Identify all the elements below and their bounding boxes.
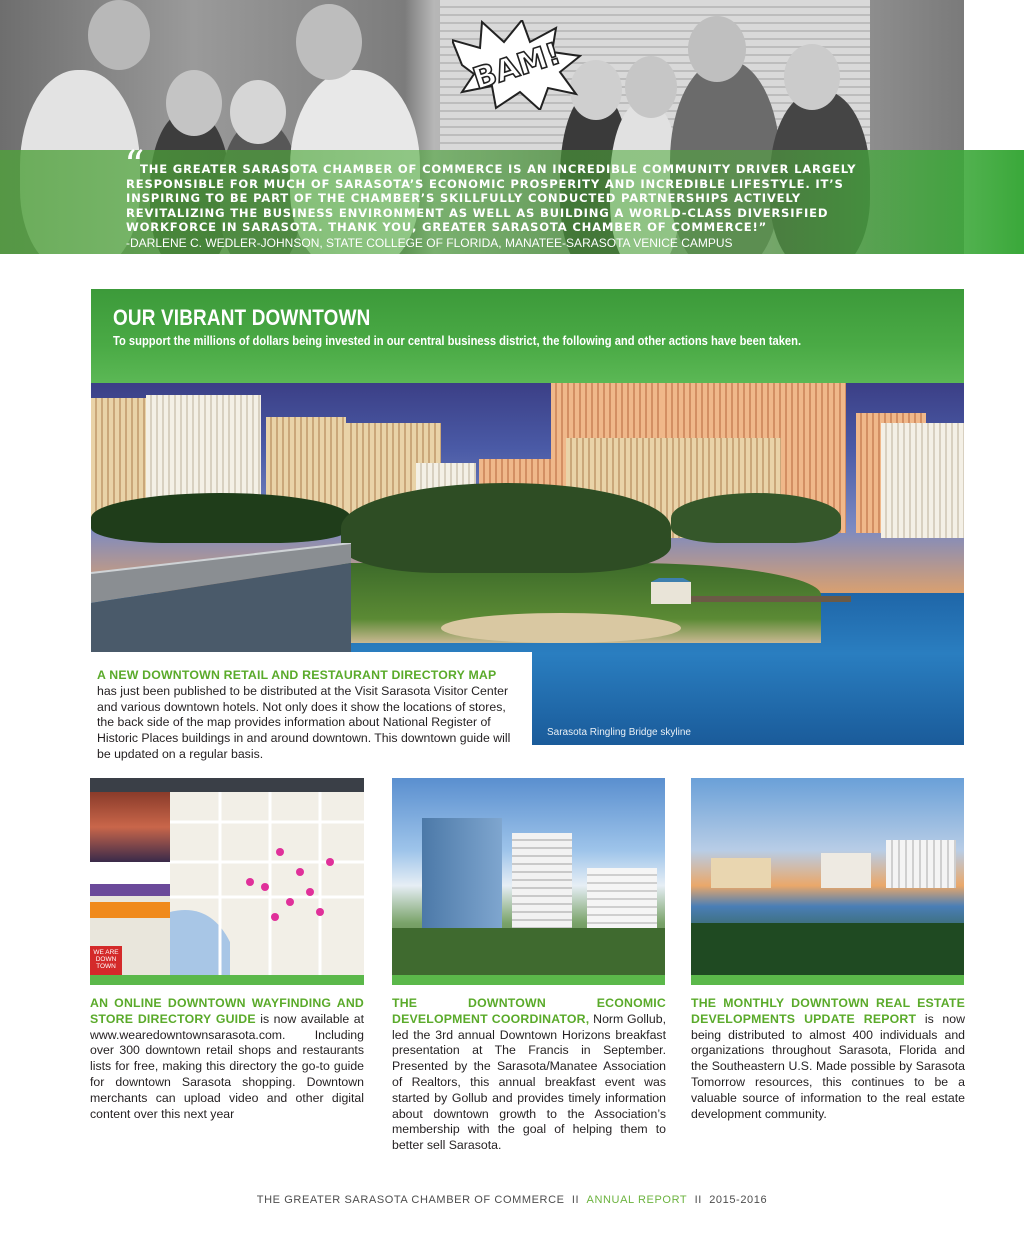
ringling-bridge xyxy=(91,543,351,653)
palm-trees xyxy=(691,923,964,975)
tree-line xyxy=(341,483,671,573)
building xyxy=(881,423,964,538)
person-head xyxy=(296,4,362,80)
quote-open-mark: “ xyxy=(124,143,145,189)
person-head xyxy=(166,70,222,136)
map-toolbar xyxy=(90,778,364,792)
retail-directory-box xyxy=(91,652,532,761)
event-photo xyxy=(90,792,170,862)
tree-line xyxy=(392,928,665,978)
building xyxy=(821,853,871,888)
waterfront-estate-photo xyxy=(691,778,964,985)
footer-separator: II xyxy=(694,1194,702,1206)
we-are-downtown-sign: WE ARE DOWN TOWN xyxy=(90,946,122,976)
person-head xyxy=(688,16,746,82)
green-accent-bar xyxy=(392,975,665,985)
green-accent-bar xyxy=(691,975,964,985)
person-head xyxy=(784,44,840,110)
person-head xyxy=(230,80,286,144)
retail-directory-highlight: A NEW DOWNTOWN RETAIL AND RESTAURANT DIRECTORY MAP xyxy=(97,668,497,682)
map-info-panel xyxy=(90,862,170,884)
section-title: OUR VIBRANT DOWNTOWN xyxy=(113,305,371,330)
street-map xyxy=(170,792,364,975)
economic-coordinator-paragraph xyxy=(392,996,666,1154)
tree-line xyxy=(671,493,841,543)
building xyxy=(886,840,956,888)
footer-org: THE GREATER SARASOTA CHAMBER OF COMMERCE xyxy=(256,1194,565,1206)
glass-tower xyxy=(422,818,502,938)
wayfinding-map-screenshot xyxy=(90,778,364,985)
real-estate-report-body: is now being distributed to almost 400 individuals and organizations throughout Sarasota, Florida and the Southeastern U.S. Made possible by Sarasota Tomorrow resources, this continues to be a valuable source of information to the real estate development community. xyxy=(691,1011,965,1121)
park-plaza xyxy=(441,613,681,643)
real-estate-report-paragraph xyxy=(691,996,965,1122)
retail-directory-body: has just been published to be distributed at the Visit Sarasota Visitor Center and various downtown hotels. Not only does it show the locations of stores, the back side of the map provides information about National Register of Historic Places buildings in and around downtown. This downtown guide will be updated on a regular basis. xyxy=(97,683,511,761)
economic-coordinator-highlight: THE DOWNTOWN ECONOMIC DEVELOPMENT COORDINATOR, xyxy=(392,996,666,1026)
economic-coordinator-body: Norm Gollub, led the 3rd annual Downtown Horizons breakfast presentation at The Francis in September. Presented by the Sarasota/Manatee Association of Realtors, this annual breakfast event was started by Gollub and provides timely information about downtown growth to the Association’s membership with the goal of helping them to better sell Sarasota. xyxy=(392,1011,666,1153)
green-accent-bar xyxy=(90,975,364,985)
wayfinding-guide-body: is now available at www.wearedowntownsarasota.com. Including over 300 downtown retail shops and restaurants lists for free, making this directory the go-to guide for downtown Sarasota shopping. Downtown merchants can upload video and other digital content over this next year xyxy=(90,1011,364,1121)
quote-attribution: -DARLENE C. WEDLER-JOHNSON, STATE COLLEGE OF FLORIDA, MANATEE-SARASOTA VENICE CAMPUS xyxy=(126,236,733,250)
footer-years: 2015-2016 xyxy=(709,1194,768,1206)
wayfinding-guide-highlight: AN ONLINE DOWNTOWN WAYFINDING AND STORE DIRECTORY GUIDE xyxy=(90,996,364,1026)
map-list-item xyxy=(90,884,170,896)
tree-line xyxy=(91,493,351,543)
building xyxy=(711,858,771,888)
pier xyxy=(651,578,851,618)
person-head xyxy=(625,56,677,118)
bam-text: BAM! xyxy=(468,36,565,98)
hero-right-margin xyxy=(964,0,1024,150)
person-head xyxy=(88,0,150,70)
map-list-item xyxy=(90,902,170,918)
white-tower xyxy=(512,833,572,943)
footer-report-title: ANNUAL REPORT xyxy=(586,1194,688,1206)
footer-separator: II xyxy=(571,1194,580,1206)
page-footer xyxy=(0,1194,1024,1206)
downtown-towers-photo xyxy=(392,778,665,985)
bam-comic-sign xyxy=(452,20,582,110)
testimonial-quote: THE GREATER SARASOTA CHAMBER OF COMMERCE IS AN INCREDIBLE COMMUNITY DRIVER LARGELY RESPONSIBLE FOR MUCH OF SARASOTA’S ECONOMIC PROSPERITY AND INCREDIBLE LIFESTYLE. IT’S INSPIRING TO BE PART OF THE CHAMBER’S SKILLFULLY CONDUCTED PARTNERSHIPS ACTIVELY REVITALIZING THE BUSINESS ENVIRONMENT AS WELL AS BUILDING A WORLD-CLASS DIVERSIFIED WORKFORCE IN SARASOTA. THANK YOU, GREATER SARASOTA CHAMBER OF COMMERCE!” xyxy=(126,162,857,235)
downtown-header-band xyxy=(91,289,964,383)
wayfinding-guide-paragraph xyxy=(90,996,364,1122)
photo-caption: Sarasota Ringling Bridge skyline xyxy=(547,727,691,738)
retail-directory-paragraph xyxy=(97,668,513,763)
section-subtitle: To support the millions of dollars being invested in our central business district, the following and other actions have been taken. xyxy=(113,333,802,348)
real-estate-report-highlight: THE MONTHLY DOWNTOWN REAL ESTATE DEVELOPMENTS UPDATE REPORT xyxy=(691,996,965,1026)
